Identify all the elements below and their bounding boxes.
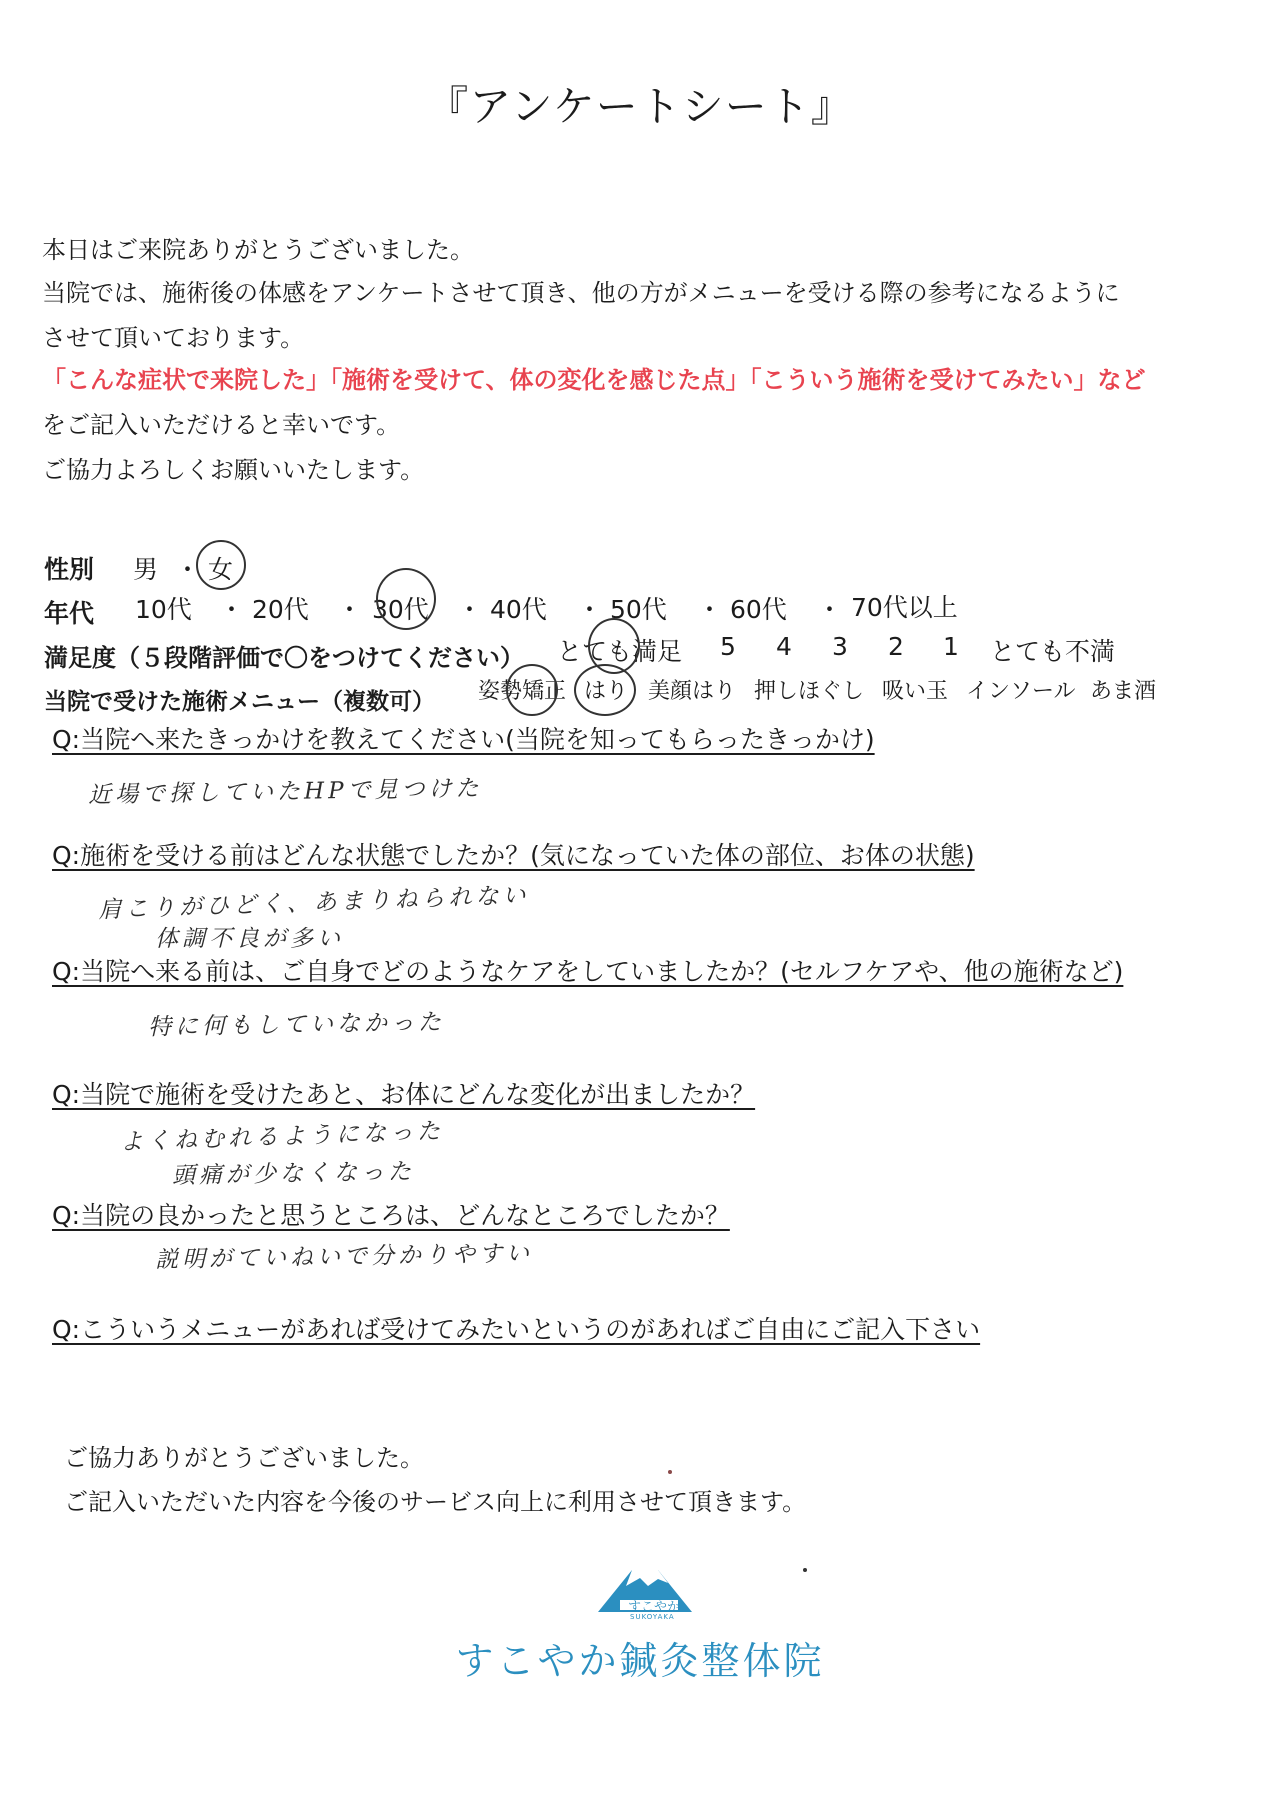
question-1: Q:当院へ来たきっかけを教えてください(当院を知ってもらったきっかけ) bbox=[52, 725, 875, 754]
satisfaction-score-4[interactable]: 4 bbox=[776, 632, 792, 661]
age-option-70s-plus[interactable]: 70代以上 bbox=[851, 593, 958, 622]
answer-1-line-1: 近場で探していたHPで見つけた bbox=[87, 775, 483, 809]
menu-item-insole[interactable]: インソール bbox=[966, 679, 1076, 704]
age-separator: ・ bbox=[457, 595, 483, 624]
age-separator: ・ bbox=[337, 595, 363, 624]
age-option-10s[interactable]: 10代 bbox=[135, 595, 192, 624]
age-label: 年代 bbox=[44, 599, 95, 628]
question-3: Q:当院へ来る前は、ご自身でどのようなケアをしていましたか？(セルフケアや、他の施術など) bbox=[52, 957, 1124, 986]
answer-4-line-1: よくねむれるようになった bbox=[119, 1118, 445, 1156]
answer-3-line-1: 特に何もしていなかった bbox=[147, 1009, 446, 1041]
age-option-30s[interactable]: 30代 bbox=[372, 595, 429, 624]
clinic-name: すこやか鍼灸整体院 bbox=[455, 1639, 825, 1683]
satisfaction-score-3[interactable]: 3 bbox=[832, 632, 848, 661]
satisfaction-score-1[interactable]: 1 bbox=[943, 632, 959, 661]
age-separator: ・ bbox=[697, 595, 723, 624]
age-option-50s[interactable]: 50代 bbox=[610, 595, 667, 624]
age-separator: ・ bbox=[577, 595, 603, 624]
gender-separator: ・ bbox=[175, 555, 201, 584]
answer-2-line-2: 体調不良が多い bbox=[155, 926, 344, 952]
selection-circle-30s bbox=[376, 568, 436, 630]
age-option-60s[interactable]: 60代 bbox=[730, 595, 787, 624]
answer-5-line-1: 説明がていねいで分かりやすい bbox=[154, 1240, 534, 1274]
page-title: 『アンケートシート』 bbox=[426, 82, 854, 131]
answer-2-line-1: 肩こりがひどく、あまりねられない bbox=[97, 882, 530, 924]
menu-label: 当院で受けた施術メニュー（複数可） bbox=[44, 689, 435, 715]
menu-item-massage[interactable]: 押しほぐし bbox=[754, 679, 865, 704]
question-5: Q:当院の良かったと思うところは、どんなところでしたか？ bbox=[52, 1201, 730, 1230]
menu-item-posture-correction[interactable]: 姿勢矯正 bbox=[478, 679, 567, 704]
intro-line-2: 当院では、施術後の体感をアンケートさせて頂き、他の方がメニューを受ける際の参考になるように bbox=[42, 279, 1120, 307]
satisfaction-label: 満足度（５段階評価で〇をつけてください） bbox=[44, 644, 524, 672]
selection-circle-female bbox=[196, 540, 246, 590]
gender-label: 性別 bbox=[44, 555, 95, 584]
thanks-line-2: ご記入いただいた内容を今後のサービス向上に利用させて頂きます。 bbox=[64, 1488, 807, 1516]
intro-line-3: させて頂いております。 bbox=[42, 324, 305, 352]
thanks-line-1: ご協力ありがとうございました。 bbox=[64, 1444, 424, 1472]
age-option-20s[interactable]: 20代 bbox=[252, 595, 309, 624]
age-separator: ・ bbox=[817, 595, 843, 624]
ink-mark bbox=[668, 1470, 672, 1474]
intro-line-1: 本日はご来院ありがとうございました。 bbox=[42, 236, 474, 264]
satisfaction-score-2[interactable]: 2 bbox=[888, 632, 904, 661]
question-2: Q:施術を受ける前はどんな状態でしたか？(気になっていた体の部位、お体の状態) bbox=[52, 841, 975, 870]
menu-item-cupping[interactable]: 吸い玉 bbox=[882, 679, 949, 704]
logo-romaji: SUKOYAKA bbox=[630, 1613, 675, 1621]
selection-circle-posture bbox=[506, 664, 558, 716]
question-6: Q:こういうメニューがあれば受けてみたいというのがあればご自由にご記入下さい bbox=[52, 1315, 981, 1344]
logo-small-text: すこやか bbox=[628, 1600, 681, 1615]
menu-item-amazake[interactable]: あま酒 bbox=[1090, 679, 1157, 704]
menu-item-facial-acupuncture[interactable]: 美顔はり bbox=[648, 679, 737, 704]
satisfaction-high-label[interactable]: とても満足 bbox=[557, 637, 683, 666]
answer-4-line-2: 頭痛が少なくなった bbox=[171, 1158, 416, 1190]
intro-line-6: ご協力よろしくお願いいたします。 bbox=[42, 456, 425, 484]
menu-item-acupuncture[interactable]: はり bbox=[584, 679, 629, 704]
ink-mark bbox=[803, 1568, 807, 1572]
gender-option-female[interactable]: 女 bbox=[208, 555, 234, 584]
question-4: Q:当院で施術を受けたあと、お体にどんな変化が出ましたか？ bbox=[52, 1080, 756, 1109]
intro-line-5: をご記入いただけると幸いです。 bbox=[42, 411, 401, 439]
age-separator: ・ bbox=[219, 595, 245, 624]
satisfaction-score-5[interactable]: 5 bbox=[720, 632, 736, 661]
selection-circle-acupuncture bbox=[574, 664, 636, 716]
gender-option-male[interactable]: 男 bbox=[133, 555, 159, 584]
intro-line-highlight: 「こんな症状で来院した」「施術を受けて、体の変化を感じた点」「こういう施術を受けてみたい」など bbox=[42, 366, 1146, 394]
satisfaction-low-label[interactable]: とても不満 bbox=[990, 637, 1116, 666]
age-option-40s[interactable]: 40代 bbox=[490, 595, 547, 624]
